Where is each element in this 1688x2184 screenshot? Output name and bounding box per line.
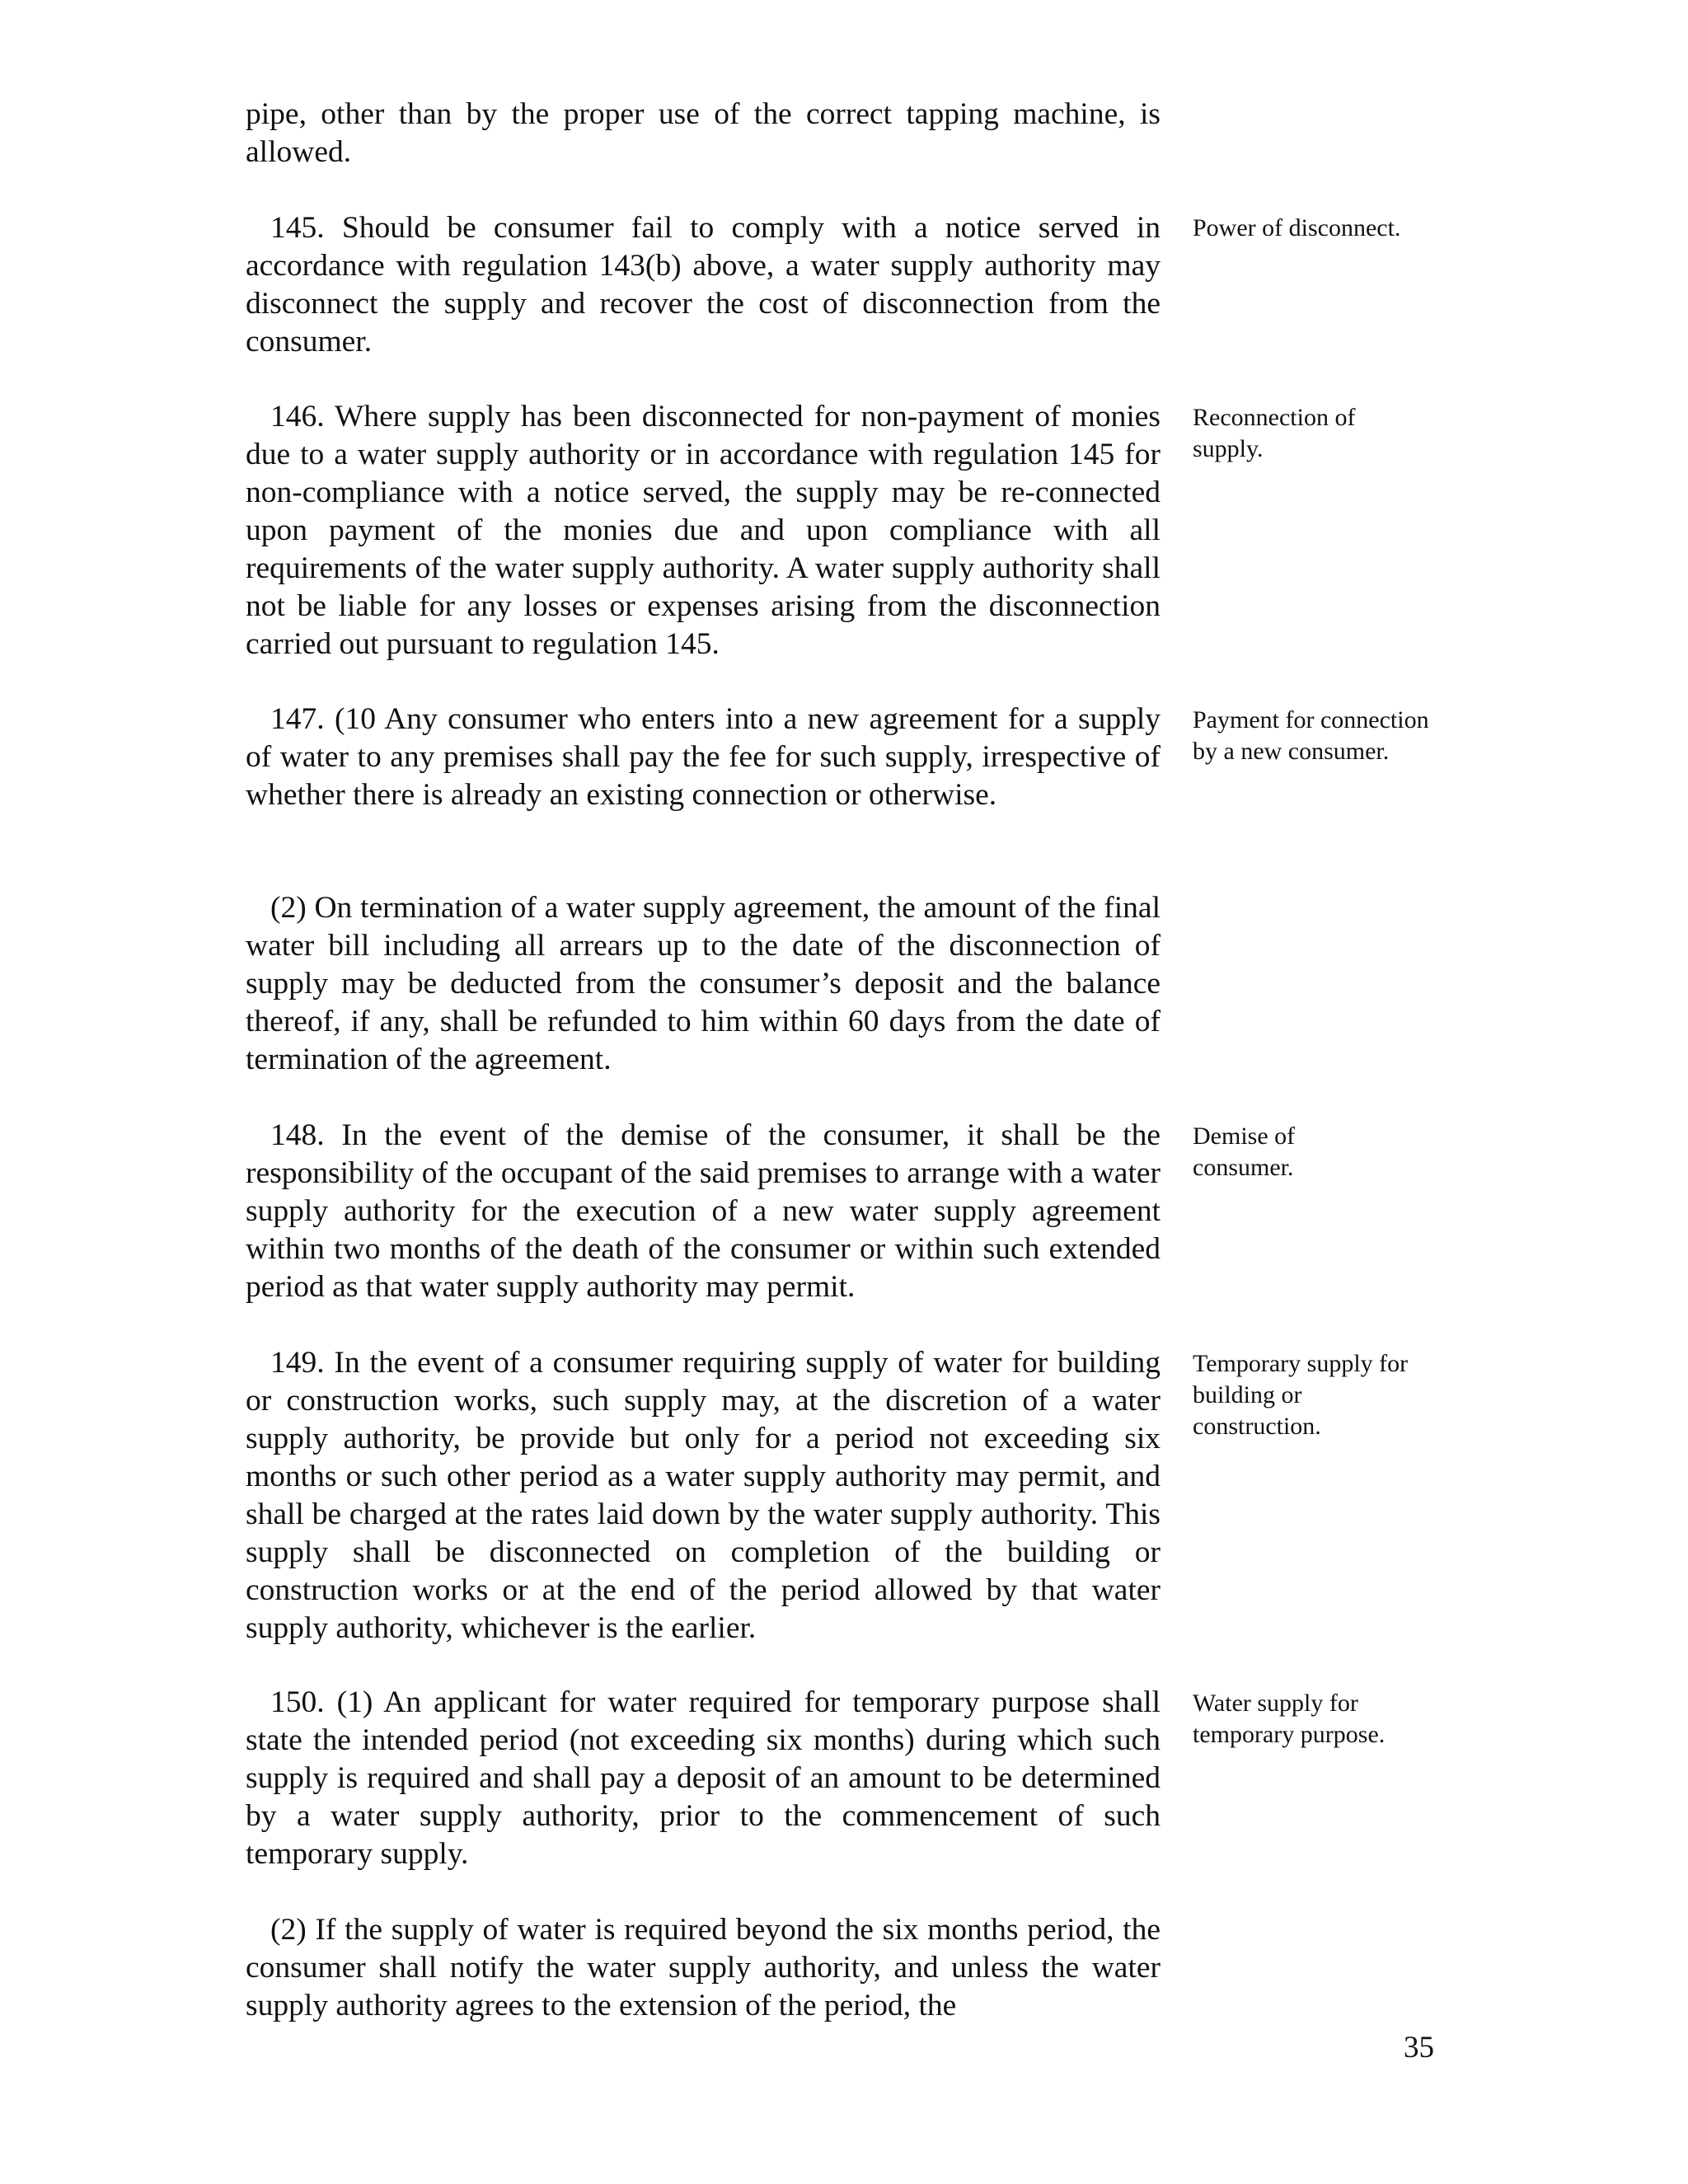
page-number: 35 [1404, 2031, 1434, 2064]
margin-note-148: Demise of consumer. [1193, 1122, 1296, 1181]
paragraph-150-1: 150. (1) An applicant for water required for temporary purpose shall state the intended period (not exceeding six months) during which such supply is required and shall pay a deposit of an amount to be determined by a water supply authority, prior to the commencement of such temporary supply. [246, 1685, 1160, 1871]
paragraph-147-1: 147. (10 Any consumer who enters into a new agreement for a supply of water to any premises shall pay the fee for such supply, irrespective of whether there is already an existing connection or otherwise. [246, 702, 1160, 812]
paragraph-continuation: pipe, other than by the proper use of the correct tapping machine, is allowed. [246, 97, 1160, 169]
paragraph-150-2: (2) If the supply of water is required beyond the six months period, the consumer shall notify the water supply authority, and unless the water supply authority agrees to the extension of the period, the [246, 1913, 1160, 2022]
paragraph-145: 145. Should be consumer fail to comply with a notice served in accordance with regulation 143(b) above, a water supply authority may disconnect the supply and recover the cost of disconnection from the consumer. [246, 211, 1160, 359]
margin-note-147: Payment for connection by a new consumer. [1193, 706, 1429, 765]
margin-note-145: Power of disconnect. [1193, 214, 1401, 241]
margin-note-146: Reconnection of supply. [1193, 404, 1356, 462]
paragraph-146: 146. Where supply has been disconnected for non-payment of monies due to a water supply authority or in accordance with regulation 145 for non-compliance with a notice served, the supply may be re-connected upon payment of the monies due and upon compliance with all requirements of the water supply authority. A water supply authority shall not be liable for any losses or expenses arising from the disconnection carried out pursuant to regulation 145. [246, 400, 1160, 661]
margin-note-150: Water supply for temporary purpose. [1193, 1690, 1386, 1748]
paragraph-149: 149. In the event of a consumer requiring supply of water for building or construction works, such supply may, at the discretion of a water supply authority, be provide but only for a period not exceeding six months or such other period as a water supply authority may permit, and shall be charged at the rates laid down by the water supply authority. This supply shall be disconnected on completion of the building or construction works or at the end of the period allowed by that water supply authority, whichever is the earlier. [246, 1346, 1160, 1645]
paragraph-148: 148. In the event of the demise of the consumer, it shall be the responsibility of the occupant of the said premises to arrange with a water supply authority for the execution of a new water supply agreement within two months of the death of the consumer or within such extended period as that water supply authority may permit. [246, 1118, 1160, 1304]
paragraph-147-2: (2) On termination of a water supply agreement, the amount of the final water bill including all arrears up to the date of the disconnection of supply may be deducted from the consumer’s deposit and the balance thereof, if any, shall be refunded to him within 60 days from the date of termination of the agreement. [246, 891, 1160, 1076]
margin-note-149: Temporary supply for building or construction. [1193, 1350, 1409, 1440]
